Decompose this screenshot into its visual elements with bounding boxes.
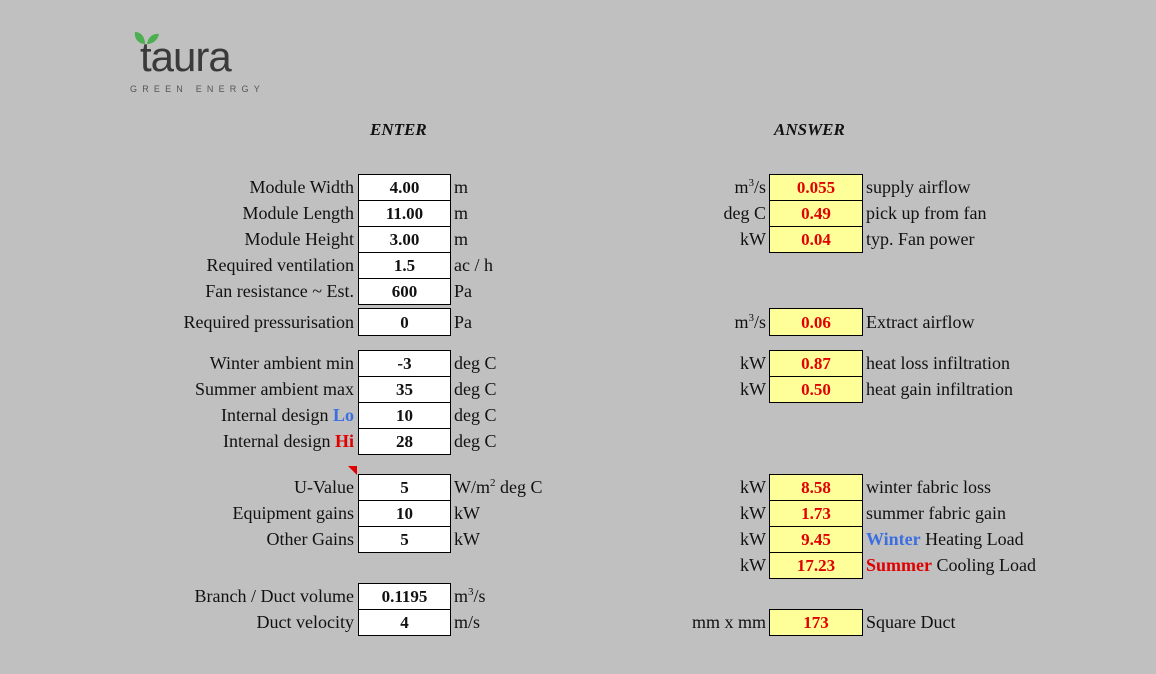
answer-unit-heat-loss: kW [740, 353, 766, 373]
answer-unit-fan-power: kW [740, 229, 766, 249]
summer-marker: Summer [866, 555, 932, 575]
extract-airflow-value: 0.06 [769, 308, 863, 336]
supply-airflow-value: 0.055 [769, 174, 863, 201]
input-label-module-height: Module Height [244, 229, 354, 249]
square-duct-label: Square Duct [866, 612, 956, 632]
comment-indicator-icon[interactable] [348, 466, 357, 475]
fan-power-label: typ. Fan power [866, 229, 975, 249]
module-length-input[interactable]: 11.00 [358, 200, 451, 227]
heat-gain-value: 0.50 [769, 376, 863, 403]
internal-hi-input[interactable]: 28 [358, 428, 451, 455]
unit-duct-volume: $m^3/s$ [454, 586, 486, 606]
internal-lo-input[interactable]: 10 [358, 402, 451, 429]
answer-unit-heating: kW [740, 529, 766, 549]
logo-name: taura [140, 33, 231, 80]
cooling-load-value: 17.23 [769, 552, 863, 579]
input-label-module-width: Module Width [249, 177, 354, 197]
supply-airflow-label: supply airflow [866, 177, 971, 197]
pickup-value: 0.49 [769, 200, 863, 227]
summer-ambient-input[interactable]: 35 [358, 376, 451, 403]
summer-fabric-label: summer fabric gain [866, 503, 1006, 523]
lo-marker: Lo [332, 405, 354, 425]
winter-ambient-input[interactable]: -3 [358, 350, 451, 377]
input-label-duct-volume: Branch / Duct volume [194, 586, 354, 606]
unit-winter-ambient: deg C [454, 353, 497, 373]
unit-u-value: $W/m^2$ deg C [454, 477, 543, 497]
pressurisation-input[interactable]: 0 [358, 308, 451, 336]
answer-unit-pickup: deg C [723, 203, 766, 223]
input-label-fan-resistance: Fan resistance ~ Est. [205, 281, 354, 301]
summer-fabric-value: 1.73 [769, 500, 863, 527]
unit-module-width: m [454, 177, 469, 197]
ventilation-input[interactable]: 1.5 [358, 252, 451, 279]
pickup-label: pick up from fan [866, 203, 987, 223]
other-gains-input[interactable]: 5 [358, 526, 451, 553]
input-label-equipment-gains: Equipment gains [232, 503, 354, 523]
unit-summer-ambient: deg C [454, 379, 497, 399]
unit-other-gains: kW [454, 529, 480, 549]
fan-power-value: 0.04 [769, 226, 863, 253]
duct-volume-input[interactable]: 0.1195 [358, 583, 451, 610]
winter-marker: Winter [866, 529, 921, 549]
heating-load-label: Winter Heating Load [866, 529, 1024, 549]
input-label-internal-hi [34, 431, 354, 452]
duct-velocity-input[interactable]: 4 [358, 609, 451, 636]
fan-resistance-input[interactable]: 600 [358, 278, 451, 305]
heat-loss-value: 0.87 [769, 350, 863, 377]
input-label-duct-velocity: Duct velocity [256, 612, 354, 632]
unit-duct-velocity: m/s [454, 612, 481, 632]
unit-module-length: m [454, 203, 469, 223]
answer-unit-heat-gain: kW [740, 379, 766, 399]
input-label-module-length: Module Length [242, 203, 354, 223]
input-label-ventilation: Required ventilation [206, 255, 354, 275]
cooling-load-label: Summer Cooling Load [866, 555, 1036, 575]
equipment-gains-input[interactable]: 10 [358, 500, 451, 527]
u-value-input[interactable]: 5 [358, 474, 451, 501]
answer-unit-duct: mm x mm [691, 612, 766, 632]
internal-design-text: Internal design [221, 405, 329, 425]
answer-unit-extract: $m^3/s$ [734, 312, 766, 332]
unit-internal-hi: deg C [454, 431, 497, 451]
unit-pressurisation: Pa [454, 312, 472, 332]
winter-fabric-value: 8.58 [769, 474, 863, 501]
unit-equipment-gains: kW [454, 503, 480, 523]
internal-design-text: Internal design [223, 431, 331, 451]
winter-fabric-label: winter fabric loss [866, 477, 991, 497]
unit-internal-lo: deg C [454, 405, 497, 425]
input-label-internal-lo [34, 405, 354, 426]
input-label-winter-ambient: Winter ambient min [209, 353, 354, 373]
answer-heading: ANSWER [774, 120, 845, 139]
input-label-summer-ambient: Summer ambient max [195, 379, 354, 399]
square-duct-value: 173 [769, 609, 863, 636]
heat-gain-label: heat gain infiltration [866, 379, 1013, 399]
heat-loss-label: heat loss infiltration [866, 353, 1010, 373]
unit-module-height: m [454, 229, 469, 249]
input-label-u-value: U-Value [294, 477, 354, 497]
answer-unit-cooling: kW [740, 555, 766, 575]
extract-airflow-label: Extract airflow [866, 312, 975, 332]
input-label-other-gains: Other Gains [266, 529, 354, 549]
input-label-pressurisation: Required pressurisation [183, 312, 354, 332]
answer-unit-supply: $m^3/s$ [734, 177, 766, 197]
module-height-input[interactable]: 3.00 [358, 226, 451, 253]
logo-tagline: GREEN ENERGY [130, 84, 265, 94]
answer-unit-summer-fabric: kW [740, 503, 766, 523]
unit-fan-resistance: Pa [454, 281, 472, 301]
module-width-input[interactable]: 4.00 [358, 174, 451, 201]
hi-marker: Hi [334, 431, 354, 451]
unit-ventilation: ac / h [454, 255, 493, 275]
enter-heading: ENTER [370, 120, 427, 139]
answer-unit-winter-fabric: kW [740, 477, 766, 497]
heating-load-value: 9.45 [769, 526, 863, 553]
